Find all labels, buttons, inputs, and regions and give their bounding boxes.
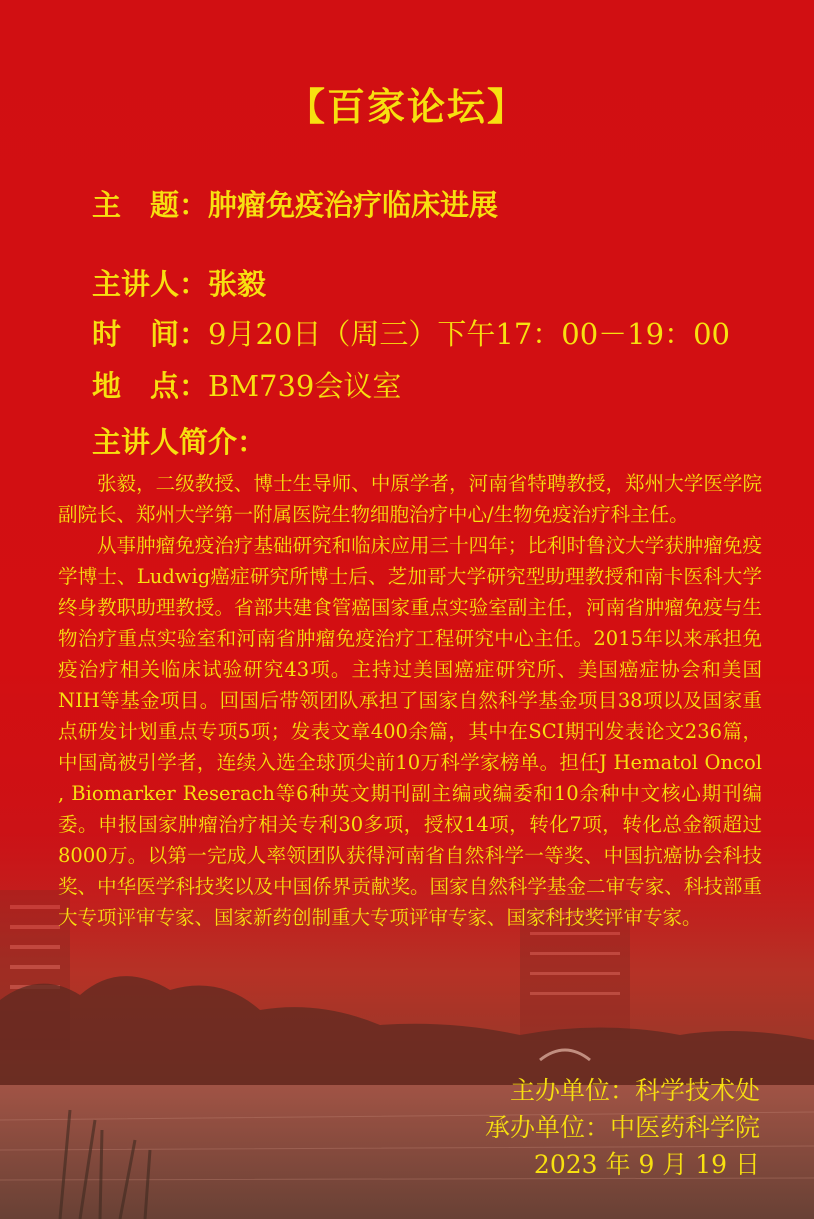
time-value: 9月20日（周三）下午17：00－19：00 xyxy=(208,317,730,351)
location-label: 地 点： xyxy=(92,369,209,403)
footer-info xyxy=(485,1072,760,1183)
location-value: BM739会议室 xyxy=(208,369,402,403)
speaker-label: 主讲人： xyxy=(92,267,209,301)
topic-row xyxy=(92,183,498,224)
tree-line xyxy=(0,976,814,1085)
location-row xyxy=(92,364,401,405)
issue-date: 2023 年 9 月 19 日 xyxy=(533,1150,760,1179)
time-label: 时 间： xyxy=(92,317,209,351)
speaker-value: 张毅 xyxy=(208,267,267,301)
topic-value: 肿瘤免疫治疗临床进展 xyxy=(208,188,499,222)
bio-paragraph: 张毅，二级教授、博士生导师、中原学者，河南省特聘教授，郑州大学医学院副院长、郑州大学第一附属医院生物细胞治疗中心/生物免疫治疗科主任。 xyxy=(58,472,762,526)
topic-label: 主 题： xyxy=(92,188,209,222)
page-title: 【百家论坛】 xyxy=(286,85,527,129)
organizer: 主办单位：科学技术处 xyxy=(509,1076,760,1105)
intro-heading: 主讲人简介： xyxy=(92,425,267,459)
bio-paragraph: 从事肿瘤免疫治疗基础研究和临床应用三十四年；比利时鲁汶大学获肿瘤免疫学博士、Ludwig癌症研究所博士后、芝加哥大学研究型助理教授和南卡医科大学终身教职助理教授。省部共建食管癌国家重点实验室副主任，河南省肿瘤免疫与生物治疗重点实验室和河南省肿瘤免疫治疗工程研究中心主任。2015年以来承担免疫治疗相关临床试验研究43项。主持过美国癌症研究所、美国癌症协会和美国NIH等基金项目。回国后带领团队承担了国家自然科学基金项目38项以及国家重点研发计划重点专项5项；发表文章400余篇，其中在SCI期刊发表论文236篇，中国高被引学者，连续入选全球顶尖前10万科学家榜单。担任J Hematol Oncol , Biomarker Reserach等6种英文期刊副主编或编委和10余种中文核心期刊编委。申报国家肿瘤治疗相关专利30多项，授权14项，转化7项，转化总金额超过8000万。以第一完成人率领团队获得河南省自然科学一等奖、中国抗癌协会科技奖、中华医学科技奖以及中国侨界贡献奖。国家自然科学基金二审专家、科技部重大专项评审专家、国家新药创制重大专项评审专家、国家科技奖评审专家。 xyxy=(58,534,762,929)
co-organizer: 承办单位：中医药科学院 xyxy=(484,1113,760,1142)
speaker-bio xyxy=(58,468,762,933)
speaker-row xyxy=(92,262,266,303)
time-row xyxy=(92,312,730,353)
